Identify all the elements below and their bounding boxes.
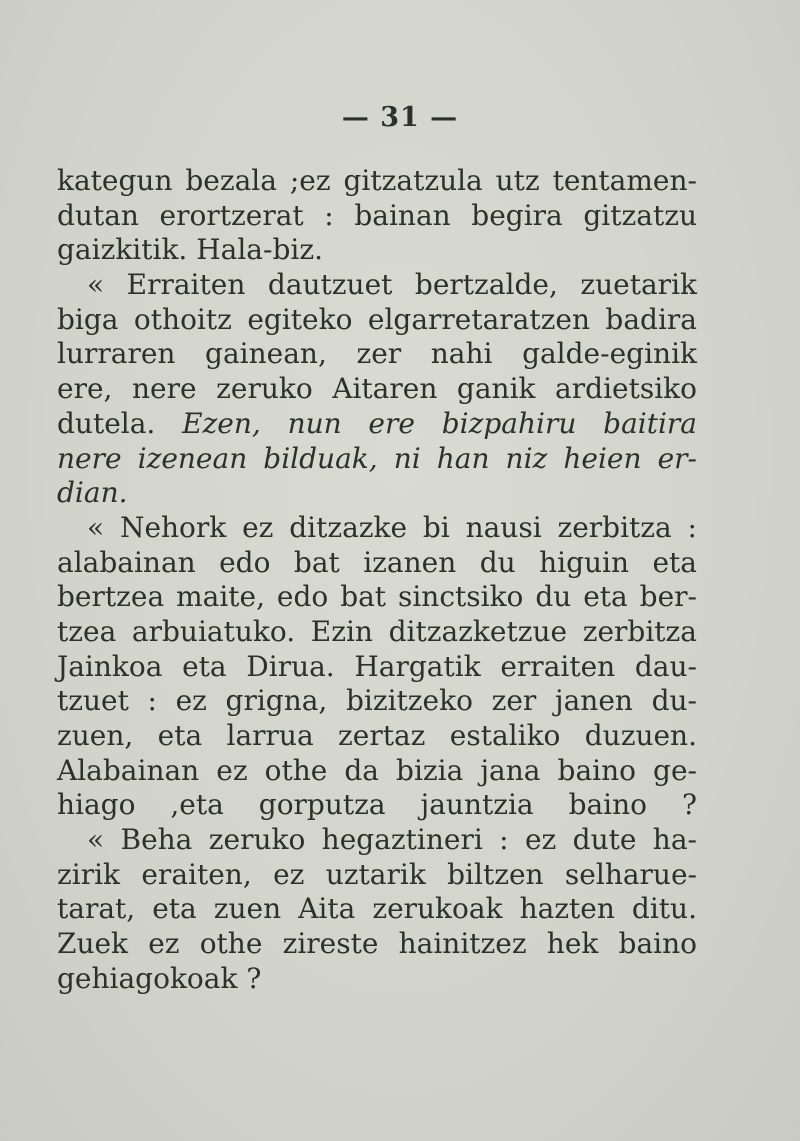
text-line: [57, 337, 697, 372]
italic-text-segment: nere izenean bilduak, ni han niz heien er-: [57, 441, 697, 475]
text-segment: tzea arbuiatuko. Ezin ditzazketzue zerbitza: [57, 614, 697, 648]
text-segment: alabainan edo bat izanen du higuin eta: [57, 545, 697, 579]
text-line: [57, 684, 697, 719]
text-line: [57, 719, 697, 754]
text-segment: zuen, eta larrua zertaz estaliko duzuen.: [57, 719, 697, 752]
text-line: [57, 442, 697, 477]
text-line: [57, 199, 697, 234]
text-line: [57, 892, 697, 927]
text-segment: gehiagokoak ?: [57, 961, 262, 995]
text-line: [57, 650, 697, 685]
text-segment: zirik eraiten, ez uztarik biltzen selharue-: [57, 857, 697, 891]
text-segment: « Nehork ez ditzazke bi nausi zerbitza :: [87, 510, 697, 544]
text-segment: kategun bezala ;ez gitzatzula utz tentamen-: [57, 164, 697, 197]
text-segment: « Beha zeruko hegaztineri : ez dute ha-: [87, 823, 697, 857]
text-segment: tarat, eta zuen Aita zerukoak hazten ditu.: [57, 892, 697, 926]
text-segment: gaizkitik. Hala-biz.: [57, 233, 323, 267]
page-number: — 31 —: [341, 102, 459, 133]
text-line: [57, 372, 697, 407]
text-segment: dutela.: [57, 406, 183, 440]
text-line: [57, 615, 697, 650]
text-line: [57, 268, 697, 303]
text-line: [57, 546, 697, 581]
text-segment: dutan erortzerat : bainan begira gitzatzu: [57, 198, 697, 232]
text-segment: Jainkoa eta Dirua. Hargatik erraiten dau-: [57, 649, 697, 683]
text-line: [57, 962, 697, 997]
text-line: [57, 580, 697, 615]
text-line: [57, 927, 697, 962]
text-segment: « Erraiten dautzuet bertzalde, zuetarik: [87, 268, 697, 302]
text-segment: biga othoitz egiteko elgarretaratzen badira: [57, 302, 697, 336]
text-segment: Alabainan ez othe da bizia jana baino ge-: [57, 753, 697, 787]
text-segment: bertzea maite, edo bat sinctsiko du eta ber-: [57, 580, 697, 614]
text-segment: lurraren gainean, zer nahi galde-eginik: [57, 337, 697, 371]
text-segment: tzuet : ez grigna, bizitzeko zer janen du-: [57, 684, 697, 718]
body-text: [57, 164, 697, 997]
text-line: [57, 233, 697, 268]
text-line: [57, 407, 697, 442]
text-line: [57, 303, 697, 338]
text-line: [57, 476, 697, 511]
text-line: [57, 754, 697, 789]
text-segment: ere, nere zeruko Aitaren ganik ardietsiko: [57, 372, 697, 406]
text-line: [57, 823, 697, 858]
text-line: [57, 164, 697, 199]
text-segment: Zuek ez othe zireste hainitzez hek baino: [57, 927, 697, 961]
text-segment: hiago ,eta gorputza jauntzia baino ?: [57, 788, 697, 822]
italic-text-segment: Ezen, nun ere bizpahiru baitira: [182, 406, 698, 440]
italic-text-segment: dian.: [57, 476, 128, 510]
text-line: [57, 511, 697, 546]
text-line: [57, 788, 697, 823]
text-line: [57, 858, 697, 893]
